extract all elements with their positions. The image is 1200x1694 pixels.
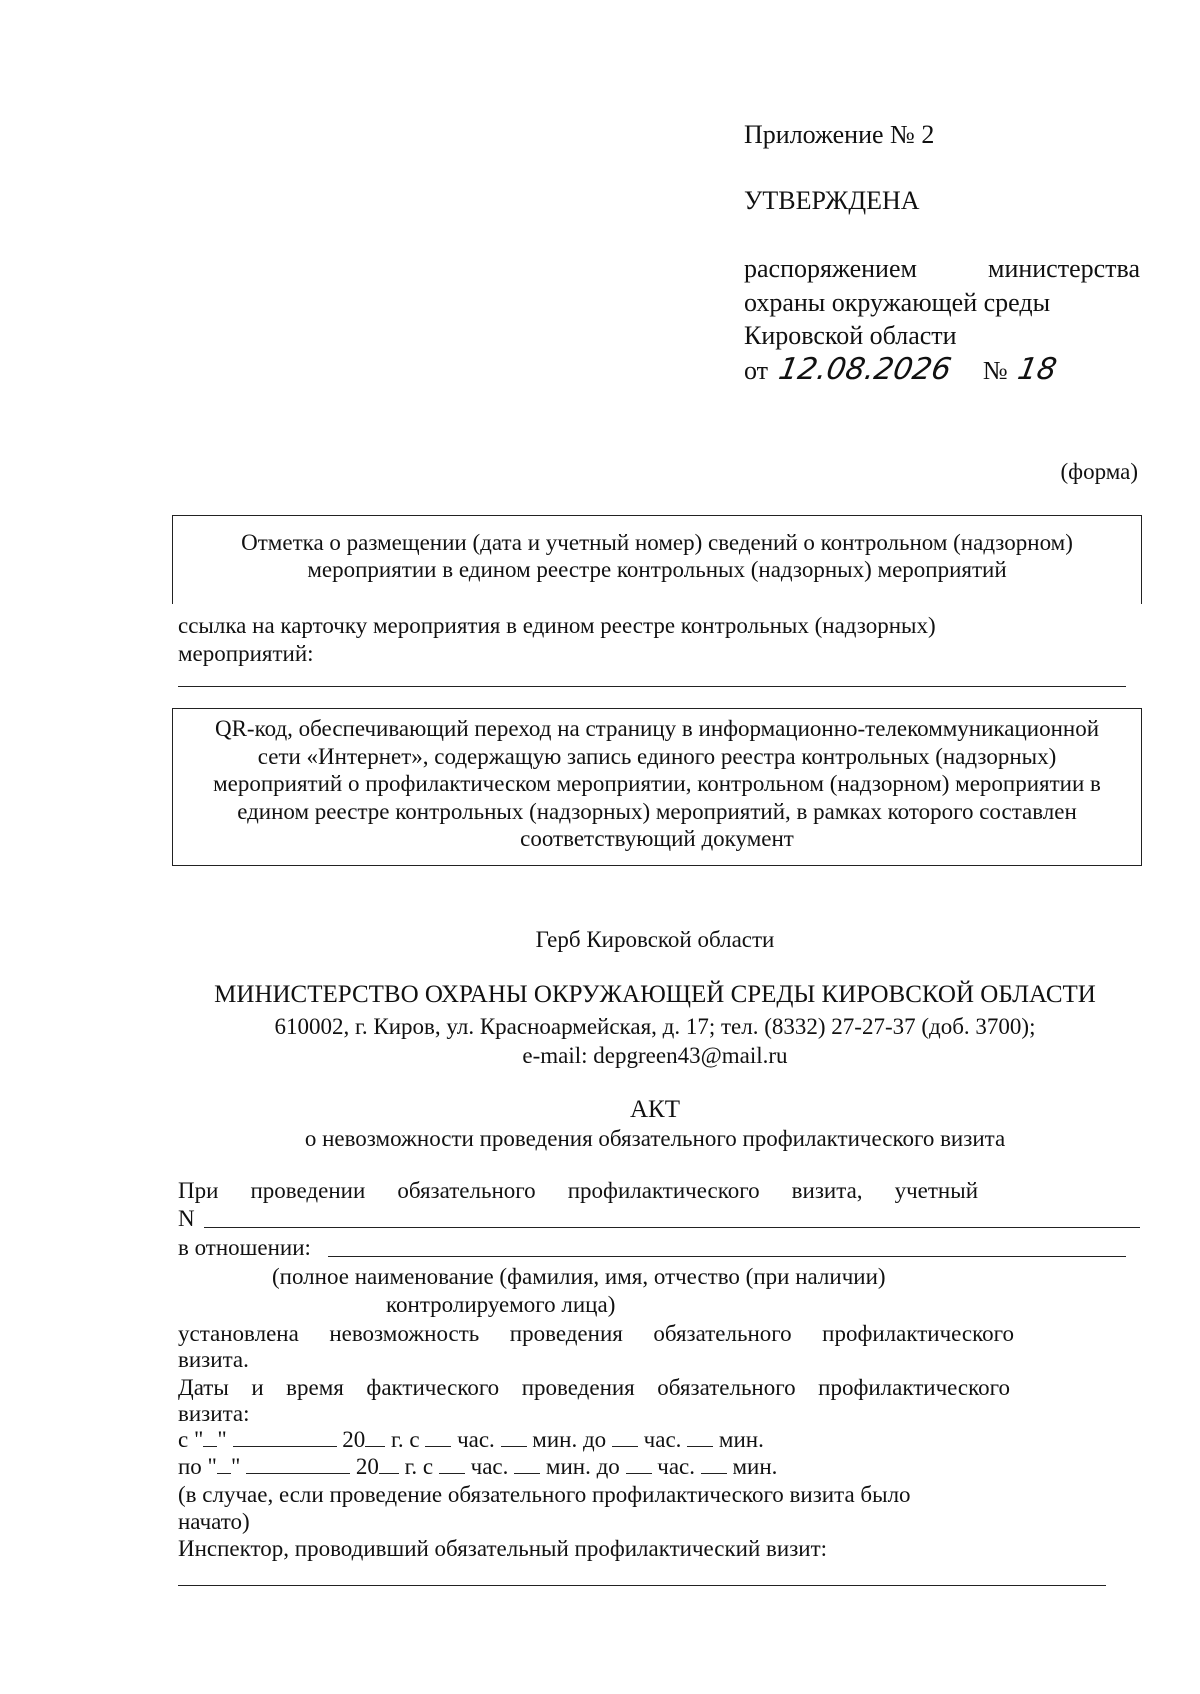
link-line1: ссылка на карточку мероприятия в едином реестре контрольных (надзорных) bbox=[178, 613, 936, 638]
qr-box bbox=[172, 708, 1142, 866]
n-underline bbox=[204, 1227, 1140, 1228]
approval-line2: охраны окружающей среды bbox=[744, 288, 1051, 317]
qr-line2: сети «Интернет», содержащую запись единого реестра контрольных (надзорных) bbox=[257, 743, 1057, 769]
handwritten-number: 18 bbox=[1015, 352, 1060, 387]
order-word: распоряжением bbox=[744, 254, 917, 283]
visit-line: При проведении обязательного профилактического визита, учетный bbox=[178, 1178, 978, 1203]
from-to-hour-label: час. bbox=[643, 1427, 682, 1452]
to-date-row bbox=[178, 1453, 777, 1480]
to-g-s: г. с bbox=[404, 1454, 434, 1479]
ministry-address: 610002, г. Киров, ул. Красноармейская, д. 17; тел. (8332) 27-27-37 (доб. 3700); bbox=[274, 1014, 1036, 1039]
qr-line5: соответствующий документ bbox=[520, 826, 794, 852]
from-date-row bbox=[178, 1426, 764, 1453]
to-prefix: по " bbox=[178, 1454, 217, 1479]
inspector-label: Инспектор, проводивший обязательный профилактический визит: bbox=[178, 1536, 828, 1561]
from-to-min-label: мин. bbox=[718, 1427, 764, 1452]
to-hour-blank bbox=[439, 1453, 465, 1474]
from-min-blank bbox=[501, 1426, 527, 1447]
to-to-min-label: мин. bbox=[732, 1454, 778, 1479]
form-label: (форма) bbox=[1060, 459, 1138, 484]
fullname-hint1: (полное наименование (фамилия, имя, отчество (при наличии) bbox=[272, 1264, 886, 1289]
appendix-title: Приложение № 2 bbox=[744, 120, 935, 149]
from-quote: " bbox=[217, 1427, 227, 1452]
to-year: 20 bbox=[355, 1454, 379, 1479]
qr-line1: QR-код, обеспечивающий переход на страницу в информационно-телекоммуникационной bbox=[214, 716, 1100, 741]
to-min-blank bbox=[514, 1453, 540, 1474]
note-line1: (в случае, если проведение обязательного профилактического визита было bbox=[178, 1482, 911, 1507]
number-prefix: № bbox=[982, 356, 1008, 385]
registry-box-bottom-edge bbox=[172, 594, 1142, 604]
link-line2: мероприятий: bbox=[178, 641, 314, 666]
to-to-hour-label: час. bbox=[657, 1454, 695, 1479]
from-year: 20 bbox=[342, 1427, 366, 1452]
to-month-blank bbox=[246, 1453, 350, 1474]
regarding-label: в отношении: bbox=[178, 1235, 311, 1260]
to-day-blank bbox=[217, 1453, 231, 1474]
date-prefix: от bbox=[744, 356, 769, 385]
from-g-s: г. с bbox=[391, 1427, 420, 1452]
to-quote: " bbox=[230, 1454, 241, 1479]
to-to-min-blank bbox=[701, 1453, 727, 1474]
act-subtitle: о невозможности проведения обязательного профилактического визита bbox=[304, 1126, 1006, 1151]
from-hour-label: час. bbox=[457, 1427, 495, 1452]
note-line2: начато) bbox=[178, 1509, 250, 1534]
dates-line2: визита: bbox=[178, 1401, 250, 1426]
registry-line2: мероприятии в едином реестре контрольных (надзорных) мероприятий bbox=[307, 557, 1007, 583]
fullname-hint2: контролируемого лица) bbox=[386, 1292, 616, 1317]
link-underline bbox=[178, 686, 1126, 687]
approval-date-line bbox=[744, 352, 1060, 387]
registry-line1: Отметка о размещении (дата и учетный номер) сведений о контрольном (надзорном) bbox=[241, 530, 1073, 555]
ministry-email: e-mail: depgreen43@mail.ru bbox=[522, 1043, 788, 1068]
established-line2: визита. bbox=[178, 1347, 249, 1372]
n-label: N bbox=[178, 1206, 195, 1231]
approval-line3: Кировской области bbox=[744, 321, 957, 350]
from-hour-blank bbox=[425, 1426, 451, 1447]
regarding-underline bbox=[328, 1256, 1126, 1257]
from-year-blank bbox=[365, 1426, 385, 1447]
to-to-hour-blank bbox=[626, 1453, 652, 1474]
registry-box bbox=[172, 515, 1142, 595]
ministry-name: МИНИСТЕРСТВО ОХРАНЫ ОКРУЖАЮЩЕЙ СРЕДЫ КИРОВСКОЙ ОБЛАСТИ bbox=[214, 981, 1096, 1008]
from-prefix: с " bbox=[178, 1427, 204, 1452]
from-month-blank bbox=[233, 1426, 337, 1447]
ministry-word: министерства bbox=[987, 254, 1140, 283]
established-line1: установлена невозможность проведения обязательного профилактического bbox=[178, 1321, 1014, 1346]
approval-line1 bbox=[744, 254, 1140, 285]
from-day-blank bbox=[203, 1426, 217, 1447]
qr-line3: мероприятий о профилактическом мероприятии, контрольном (надзорном) мероприятии в bbox=[213, 771, 1101, 797]
qr-line4: едином реестре контрольных (надзорных) мероприятий, в рамках которого составлен bbox=[237, 798, 1077, 824]
handwritten-date: 12.08.2026 bbox=[775, 352, 954, 387]
from-to-min-blank bbox=[687, 1426, 713, 1447]
from-to-hour-blank bbox=[612, 1426, 638, 1447]
approved-label: УТВЕРЖДЕНА bbox=[744, 186, 920, 215]
emblem-caption: Герб Кировской области bbox=[535, 927, 775, 952]
from-min-do: мин. до bbox=[532, 1427, 607, 1452]
to-min-do: мин. до bbox=[545, 1454, 620, 1479]
to-hour-label: час. bbox=[470, 1454, 509, 1479]
dates-line1: Даты и время фактического проведения обязательного профилактического bbox=[178, 1375, 1010, 1400]
to-year-blank bbox=[379, 1453, 399, 1474]
act-title: АКТ bbox=[630, 1096, 680, 1123]
inspector-underline bbox=[178, 1585, 1106, 1586]
